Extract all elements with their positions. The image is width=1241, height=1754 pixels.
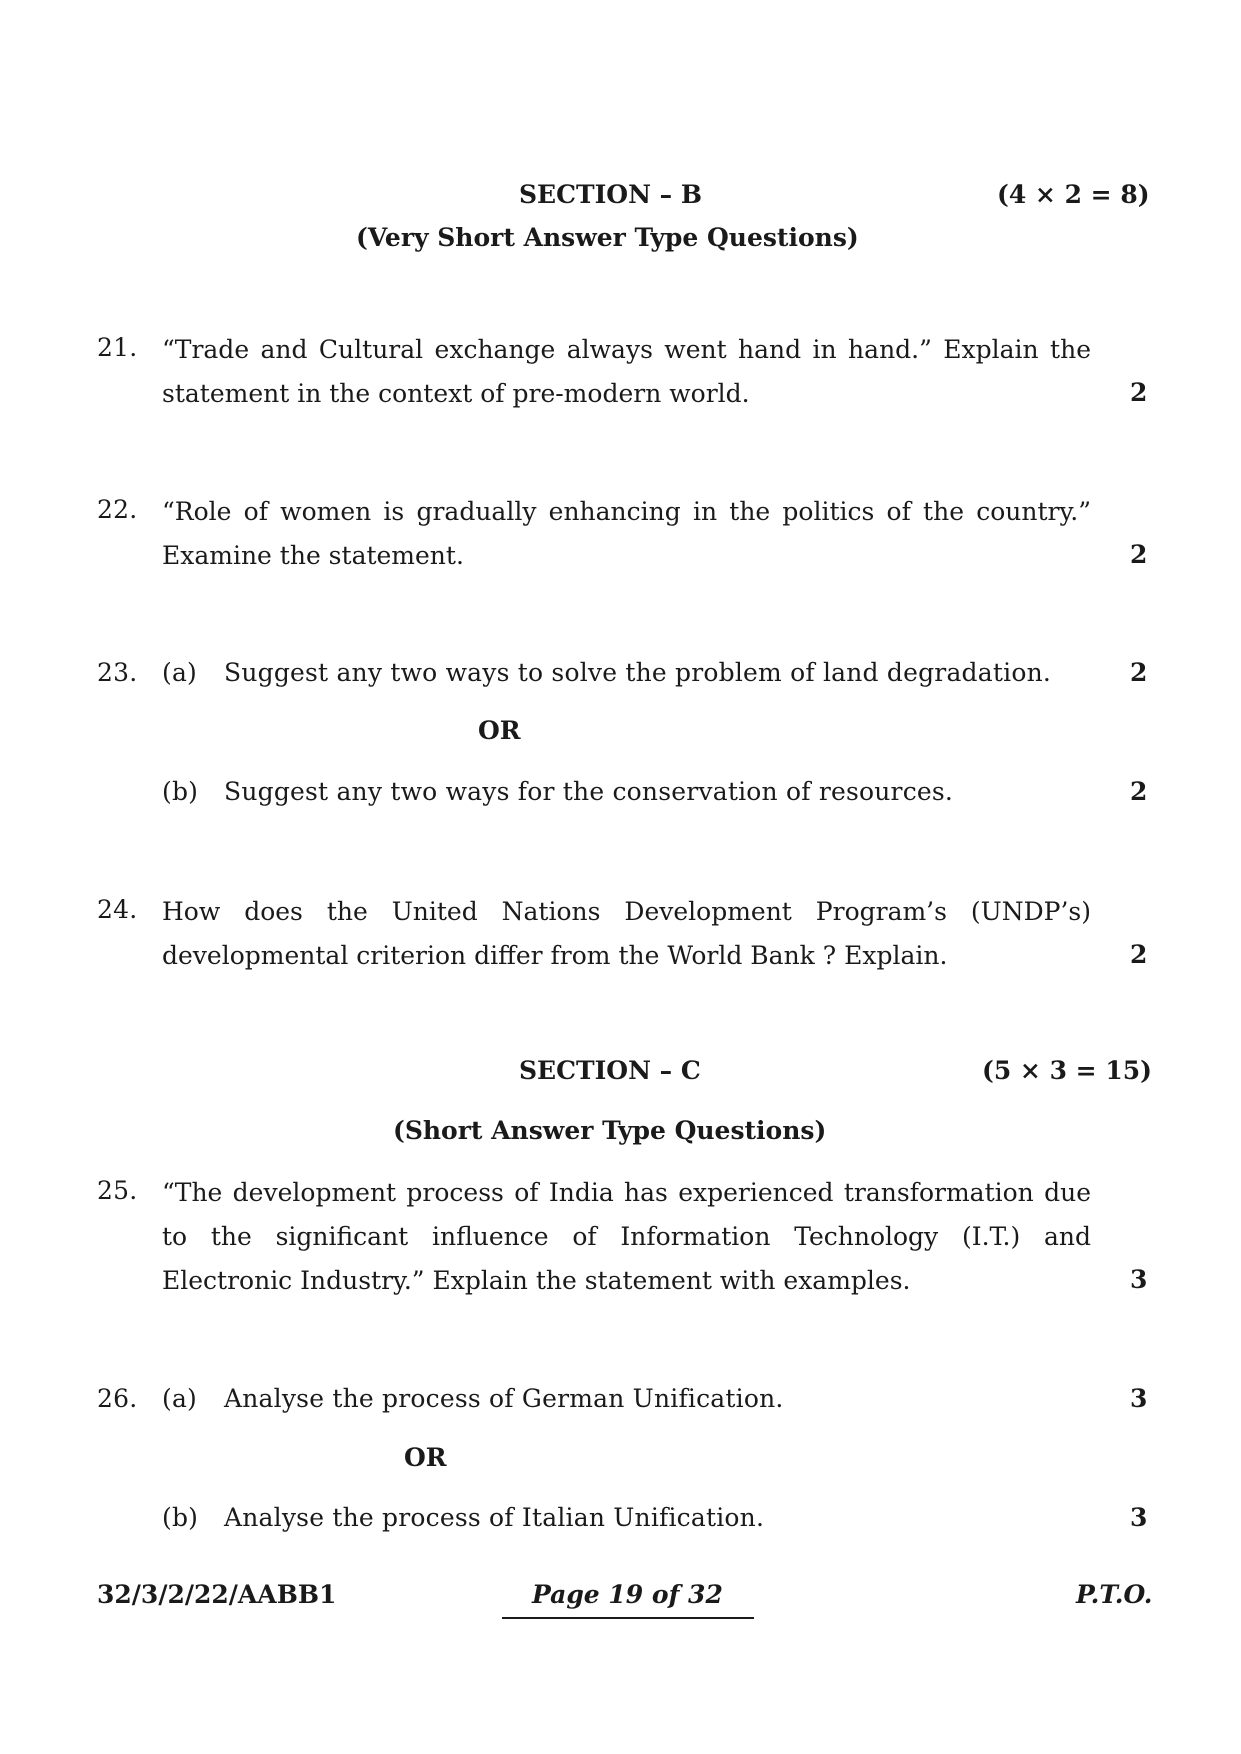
question-number-24: 24. <box>97 895 138 924</box>
question-text-24: How does the United Nations Development Program’s (UNDP’s) developmental criterion differ from the World Bank ? Explain. <box>162 897 1091 970</box>
question-text-25: “The development process of India has experienced transformation due to the significant influence of Information Technology (I.T.) and Electronic Industry.” Explain the statement with examples. <box>162 1178 1091 1295</box>
question-26b-text: Analyse the process of Italian Unification. <box>224 1503 765 1532</box>
question-23b-marks: 2 <box>1130 777 1148 806</box>
question-marks-24: 2 <box>1130 940 1148 969</box>
question-26a-label: (a) <box>162 1384 198 1413</box>
question-26a-marks: 3 <box>1130 1384 1148 1413</box>
question-26-or: OR <box>404 1443 447 1472</box>
question-number-23: 23. <box>97 658 138 687</box>
footer-pto: P.T.O. <box>1076 1580 1153 1609</box>
footer-paper-code: 32/3/2/22/AABB1 <box>97 1580 337 1609</box>
question-26a-text: Analyse the process of German Unification. <box>224 1384 784 1413</box>
question-23-or: OR <box>478 716 521 745</box>
question-23b-text: Suggest any two ways for the conservation of resources. <box>224 777 954 806</box>
question-23a-label: (a) <box>162 658 198 687</box>
question-23a-marks: 2 <box>1130 658 1148 687</box>
question-marks-21: 2 <box>1130 378 1148 407</box>
section-c-subtitle: (Short Answer Type Questions) <box>393 1116 827 1145</box>
question-number-26: 26. <box>97 1384 138 1413</box>
question-23b-label: (b) <box>162 777 199 806</box>
question-text-21: “Trade and Cultural exchange always went hand in hand.” Explain the statement in the context of pre-modern world. <box>162 335 1091 408</box>
section-b-subtitle: (Very Short Answer Type Questions) <box>356 223 859 252</box>
section-c-marks-formula: (5 × 3 = 15) <box>982 1056 1152 1085</box>
question-23a-text: Suggest any two ways to solve the problem of land degradation. <box>224 658 1052 687</box>
section-b-title: SECTION – B <box>519 180 702 209</box>
question-text-22: “Role of women is gradually enhancing in the politics of the country.” Examine the statement. <box>162 497 1091 570</box>
section-b-marks-formula: (4 × 2 = 8) <box>997 180 1150 209</box>
question-marks-25: 3 <box>1130 1265 1148 1294</box>
question-number-21: 21. <box>97 333 138 362</box>
question-26b-marks: 3 <box>1130 1503 1148 1532</box>
section-c-title: SECTION – C <box>519 1056 701 1085</box>
question-number-22: 22. <box>97 495 138 524</box>
page-number-underline <box>502 1617 754 1619</box>
question-26b-label: (b) <box>162 1503 199 1532</box>
footer-page-number: Page 19 of 32 <box>532 1580 723 1609</box>
question-marks-22: 2 <box>1130 540 1148 569</box>
question-number-25: 25. <box>97 1176 138 1205</box>
